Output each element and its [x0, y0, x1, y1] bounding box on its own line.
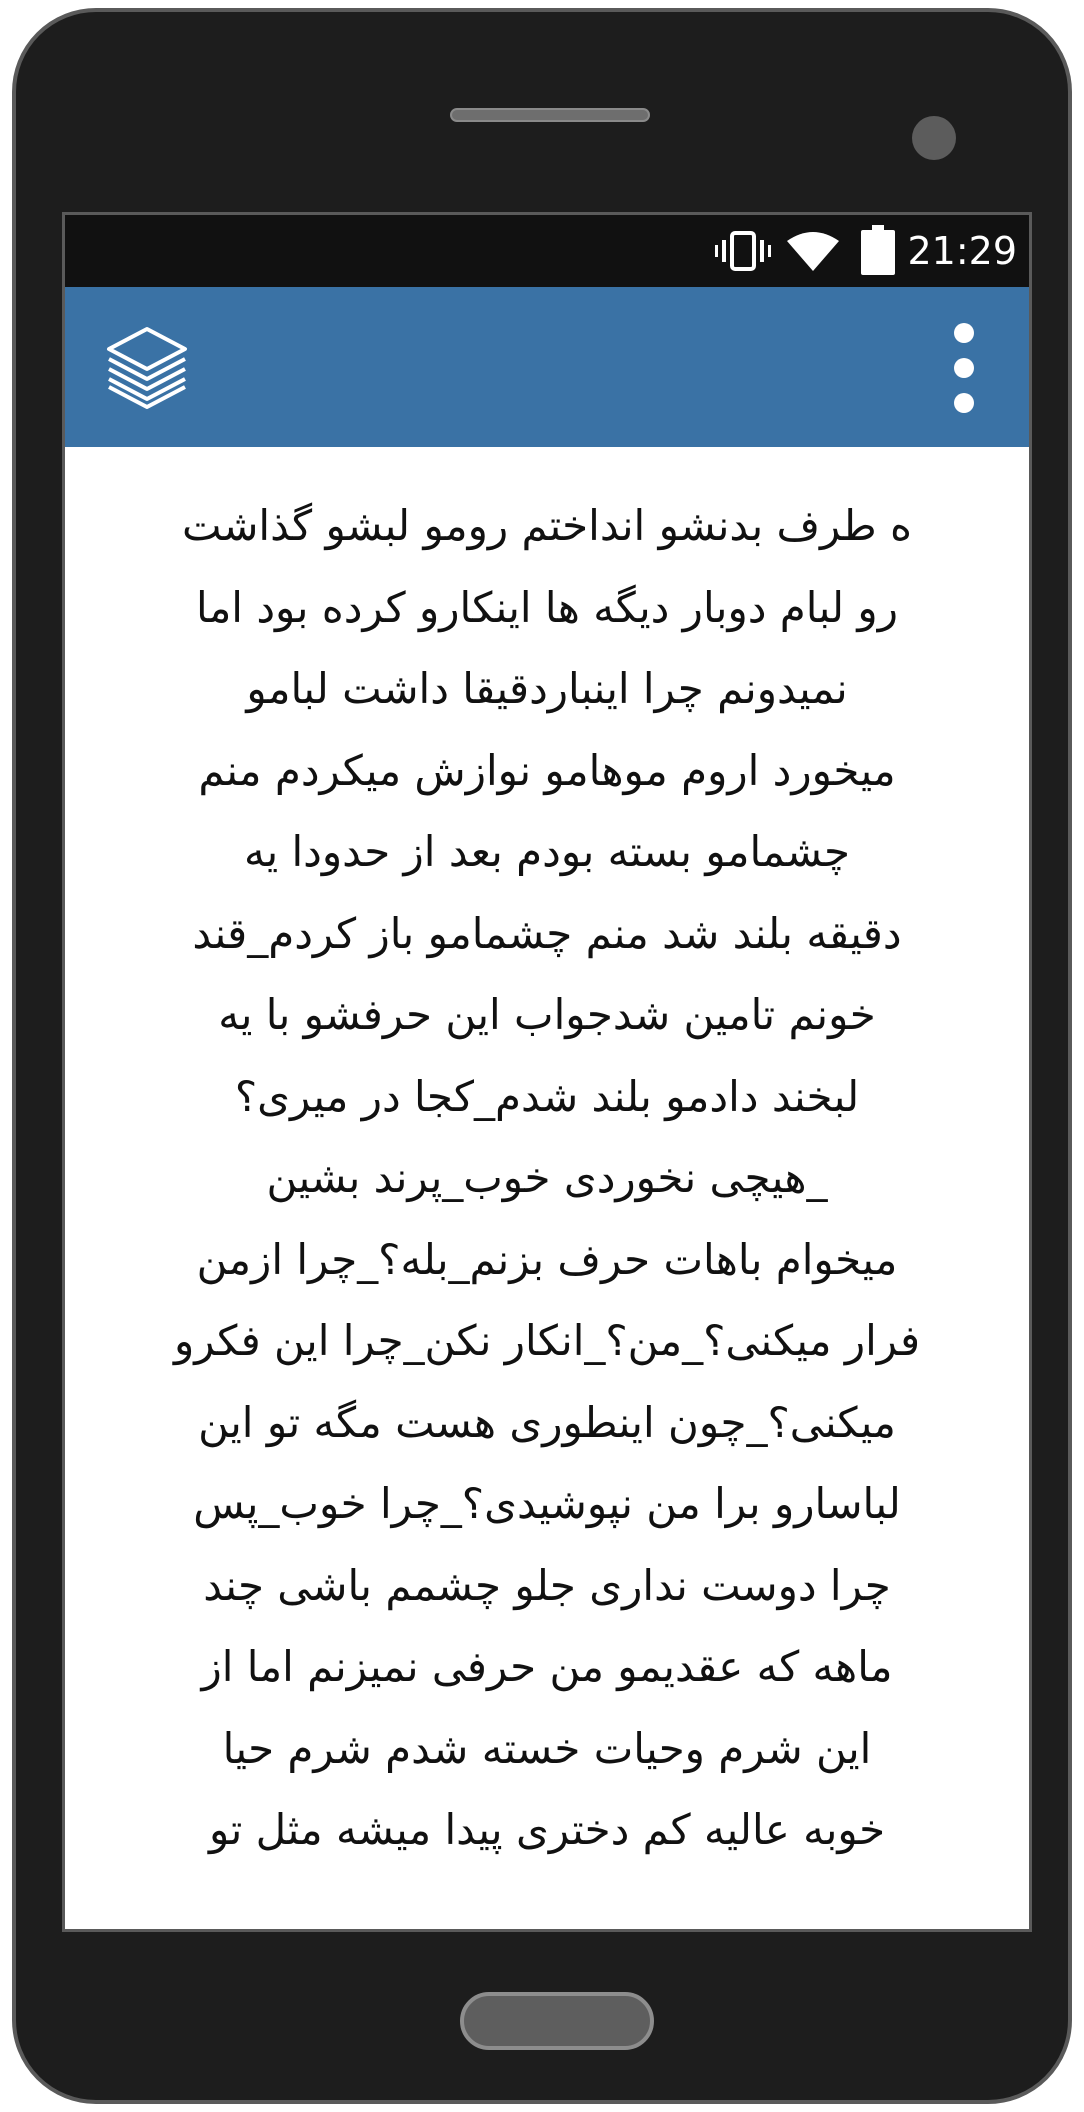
status-bar [65, 215, 1029, 287]
home-button[interactable] [460, 1992, 654, 2050]
text-line: ماهه که عقدیمو من حرفی نمیزنم اما از [201, 1642, 893, 1691]
phone-frame [12, 8, 1072, 2104]
layers-icon[interactable] [105, 325, 189, 409]
text-line: لبخند دادمو بلند شدم_کجا در میری؟ [234, 1071, 860, 1121]
front-camera [912, 116, 956, 160]
story-text [65, 447, 1029, 1932]
text-line: نمیدونم چرا اینباردقیقا داشت لبامو [246, 664, 848, 713]
app-bar [65, 287, 1029, 447]
battery-icon [861, 225, 895, 280]
more-vert-icon[interactable] [949, 323, 979, 413]
text-line: چرا دوست نداری جلو چشمم باشی چند [203, 1560, 891, 1610]
vibrate-icon [715, 231, 771, 276]
text-line: لباسارو برا من نپوشیدی؟_چرا خوب_پس [193, 1479, 901, 1528]
text-line: ه طرف بدنشو انداختم رومو لبشو گذاشت [181, 501, 913, 550]
status-time: 21:29 [907, 229, 1017, 273]
text-line: این شرم وحیات خسته شدم شرم حیا [222, 1723, 872, 1773]
text-line: میکنی؟_چون اینطوری هست مگه تو این [198, 1397, 896, 1447]
text-line: دقیقه بلند شد منم چشمامو باز کردم_قند [192, 908, 902, 958]
wifi-icon [787, 231, 839, 276]
text-line: میخوام باهات حرف بزنم_بله؟_چرا ازمن [196, 1234, 898, 1284]
text-line: میخورد اروم موهامو نوازش میکردم منم [198, 745, 896, 795]
text-line: _هیچی نخوردی خوب_پرند بشین [266, 1153, 828, 1202]
text-line: فرار میکنی؟_من؟_انکار نکن_چرا این فکرو [173, 1316, 921, 1365]
text-line: رو لبام دوبار دیگه ها اینکارو کرده بود اما [196, 582, 898, 632]
earpiece-speaker [450, 108, 650, 122]
screen [62, 212, 1032, 1932]
text-line: خونم تامین شدجواب این حرفشو با یه [218, 990, 876, 1039]
text-line: خوبه عالیه کم دختری پیدا میشه مثل تو [208, 1805, 886, 1854]
text-line: چشمامو بسته بودم بعد از حدودا یه [243, 827, 851, 876]
